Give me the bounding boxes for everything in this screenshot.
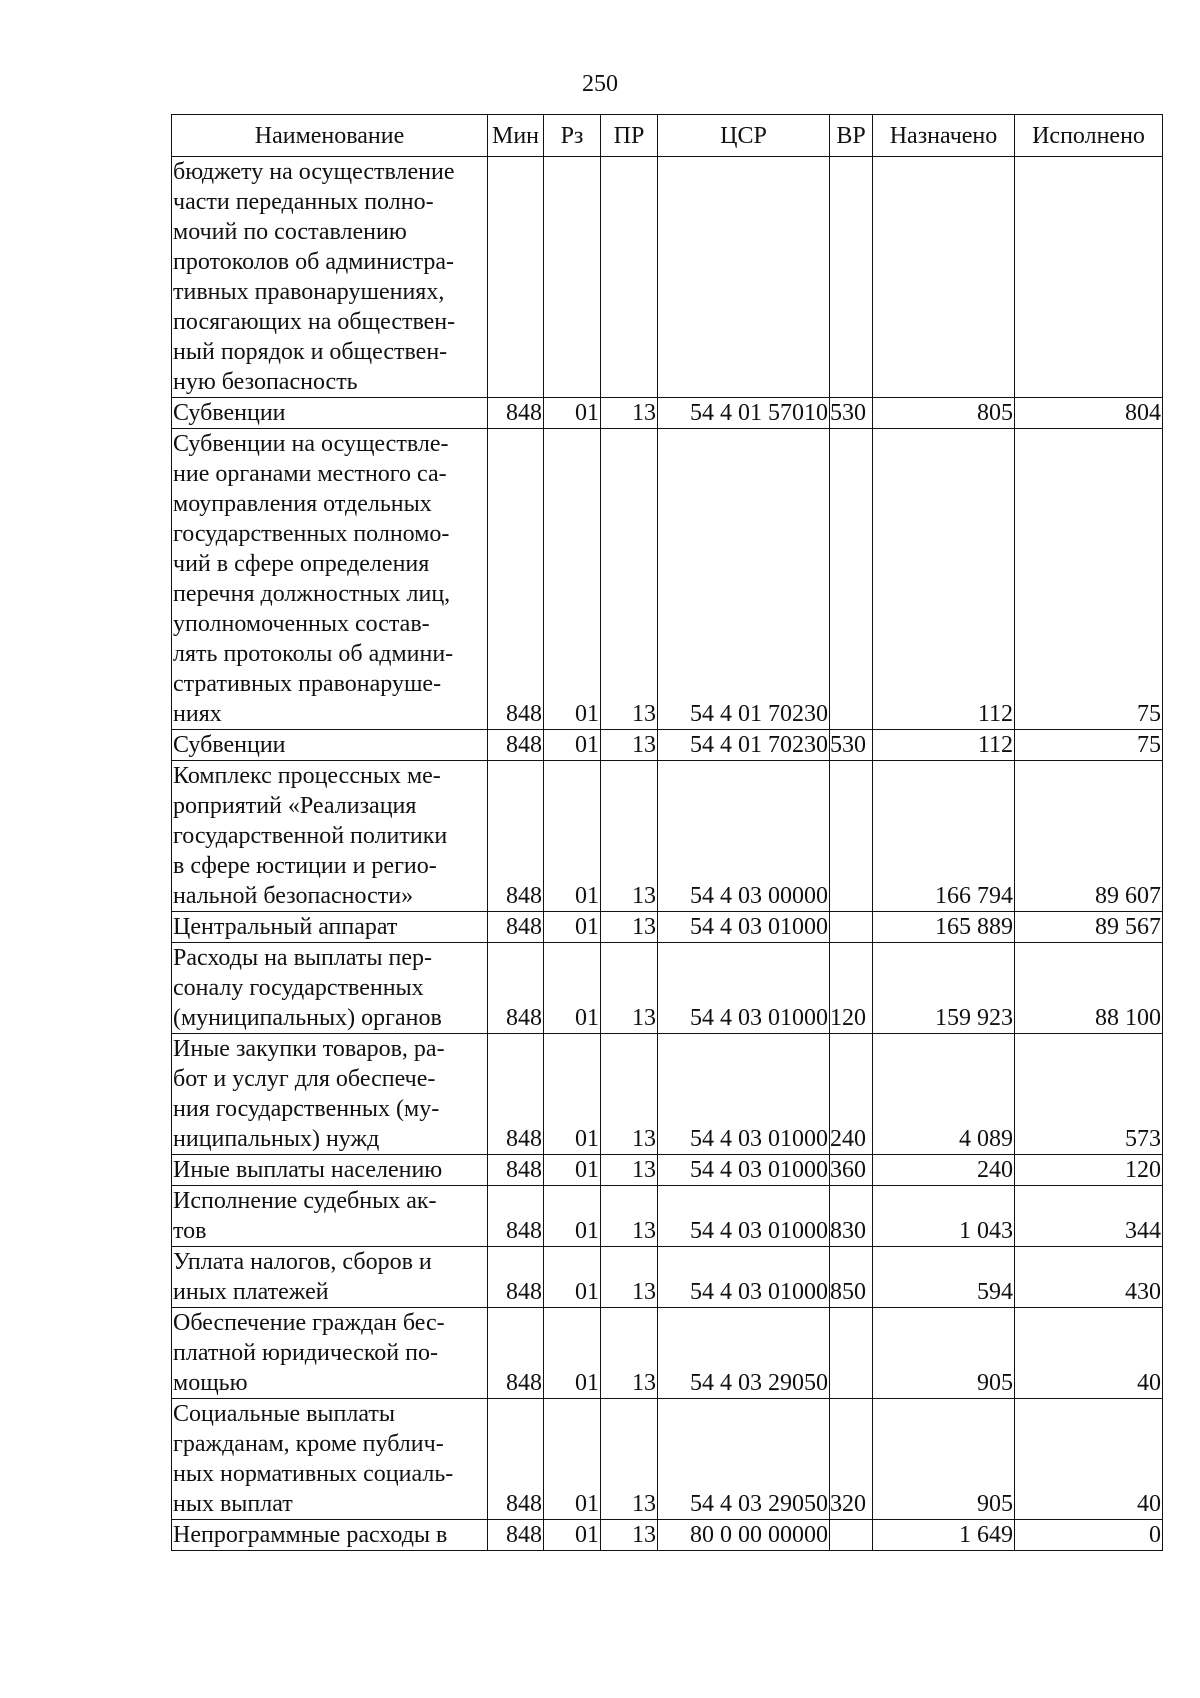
- column-header-executed: Исполнено: [1015, 115, 1163, 157]
- cell-executed: 89 607: [1015, 761, 1163, 912]
- cell-pr: 13: [601, 429, 658, 730]
- cell-pr: 13: [601, 730, 658, 761]
- cell-assigned: 805: [873, 398, 1015, 429]
- cell-csr: 54 4 03 01000: [658, 912, 830, 943]
- cell-assigned: 905: [873, 1308, 1015, 1399]
- cell-assigned: 1 043: [873, 1186, 1015, 1247]
- table-row: [172, 1034, 1163, 1155]
- cell-rz: 01: [544, 761, 601, 912]
- cell-csr: 54 4 03 01000: [658, 1034, 830, 1155]
- column-header-assigned: Назначено: [873, 115, 1015, 157]
- cell-min: 848: [488, 1520, 544, 1551]
- cell-executed: 40: [1015, 1308, 1163, 1399]
- cell-pr: 13: [601, 1308, 658, 1399]
- cell-pr: 13: [601, 761, 658, 912]
- cell-assigned: 1 649: [873, 1520, 1015, 1551]
- cell-min: 848: [488, 730, 544, 761]
- cell-pr: 13: [601, 912, 658, 943]
- table-row: [172, 1399, 1163, 1520]
- column-header-name: Наименование: [172, 115, 488, 157]
- cell-name: Центральный аппарат: [172, 912, 488, 943]
- cell-name: Исполнение судебных ак- тов: [172, 1186, 488, 1247]
- cell-pr: [601, 157, 658, 398]
- table-header-row: [172, 115, 1163, 157]
- table-row: [172, 1247, 1163, 1308]
- cell-csr: 54 4 01 70230: [658, 730, 830, 761]
- cell-name: бюджету на осуществление части переданных полно- мочий по составлению протоколов об администра- тивных правонарушениях, посягающих на обществен- ный порядок и обществен- ную безопасность: [172, 157, 488, 398]
- cell-rz: 01: [544, 1520, 601, 1551]
- column-header-min: Мин: [488, 115, 544, 157]
- cell-name: Субвенции на осуществле- ние органами местного са- моуправления отдельных государственных полномо- чий в сфере определения перечня должностных лиц, уполномоченных состав- лять протоколы об админи- стративных правонаруше- ниях: [172, 429, 488, 730]
- cell-rz: 01: [544, 1034, 601, 1155]
- cell-rz: 01: [544, 398, 601, 429]
- cell-assigned: 112: [873, 429, 1015, 730]
- cell-name: Комплекс процессных ме- роприятий «Реализация государственной политики в сфере юстиции и регио- нальной безопасности»: [172, 761, 488, 912]
- cell-min: 848: [488, 398, 544, 429]
- cell-executed: 120: [1015, 1155, 1163, 1186]
- cell-vr: 240: [830, 1034, 873, 1155]
- cell-pr: 13: [601, 1247, 658, 1308]
- cell-rz: 01: [544, 943, 601, 1034]
- cell-assigned: 4 089: [873, 1034, 1015, 1155]
- cell-name: Социальные выплаты гражданам, кроме публич- ных нормативных социаль- ных выплат: [172, 1399, 488, 1520]
- cell-assigned: 905: [873, 1399, 1015, 1520]
- cell-rz: 01: [544, 1155, 601, 1186]
- cell-csr: 54 4 03 29050: [658, 1308, 830, 1399]
- cell-name: Расходы на выплаты пер- соналу государственных (муниципальных) органов: [172, 943, 488, 1034]
- cell-vr: 530: [830, 398, 873, 429]
- cell-min: 848: [488, 912, 544, 943]
- cell-rz: 01: [544, 1308, 601, 1399]
- cell-rz: 01: [544, 1186, 601, 1247]
- column-header-vr: ВР: [830, 115, 873, 157]
- cell-csr: 54 4 03 00000: [658, 761, 830, 912]
- cell-executed: 804: [1015, 398, 1163, 429]
- cell-name: Уплата налогов, сборов и иных платежей: [172, 1247, 488, 1308]
- cell-assigned: 166 794: [873, 761, 1015, 912]
- column-header-pr: ПР: [601, 115, 658, 157]
- cell-executed: [1015, 157, 1163, 398]
- table-row: [172, 1186, 1163, 1247]
- cell-min: [488, 157, 544, 398]
- cell-assigned: 159 923: [873, 943, 1015, 1034]
- cell-pr: 13: [601, 943, 658, 1034]
- cell-pr: 13: [601, 1155, 658, 1186]
- table-row: [172, 912, 1163, 943]
- cell-vr: [830, 1520, 873, 1551]
- cell-pr: 13: [601, 1034, 658, 1155]
- cell-csr: 54 4 03 29050: [658, 1399, 830, 1520]
- table-row: [172, 730, 1163, 761]
- cell-csr: 54 4 01 70230: [658, 429, 830, 730]
- cell-name: Субвенции: [172, 730, 488, 761]
- budget-table: [171, 114, 1163, 1551]
- cell-vr: [830, 912, 873, 943]
- cell-csr: 80 0 00 00000: [658, 1520, 830, 1551]
- cell-rz: [544, 157, 601, 398]
- cell-min: 848: [488, 1186, 544, 1247]
- cell-min: 848: [488, 943, 544, 1034]
- cell-csr: 54 4 03 01000: [658, 943, 830, 1034]
- cell-executed: 344: [1015, 1186, 1163, 1247]
- cell-executed: 573: [1015, 1034, 1163, 1155]
- cell-csr: 54 4 01 57010: [658, 398, 830, 429]
- cell-assigned: 240: [873, 1155, 1015, 1186]
- cell-assigned: [873, 157, 1015, 398]
- cell-name: Непрограммные расходы в: [172, 1520, 488, 1551]
- cell-rz: 01: [544, 1247, 601, 1308]
- cell-executed: 75: [1015, 429, 1163, 730]
- cell-min: 848: [488, 1155, 544, 1186]
- cell-executed: 0: [1015, 1520, 1163, 1551]
- cell-vr: 120: [830, 943, 873, 1034]
- cell-min: 848: [488, 1399, 544, 1520]
- cell-pr: 13: [601, 1186, 658, 1247]
- cell-vr: 850: [830, 1247, 873, 1308]
- cell-executed: 430: [1015, 1247, 1163, 1308]
- cell-name: Субвенции: [172, 398, 488, 429]
- cell-vr: 320: [830, 1399, 873, 1520]
- table-row: [172, 761, 1163, 912]
- cell-executed: 40: [1015, 1399, 1163, 1520]
- cell-name: Иные выплаты населению: [172, 1155, 488, 1186]
- cell-pr: 13: [601, 1399, 658, 1520]
- cell-vr: 530: [830, 730, 873, 761]
- cell-vr: [830, 1308, 873, 1399]
- table-row: [172, 157, 1163, 398]
- cell-vr: 360: [830, 1155, 873, 1186]
- cell-rz: 01: [544, 912, 601, 943]
- cell-executed: 89 567: [1015, 912, 1163, 943]
- cell-assigned: 594: [873, 1247, 1015, 1308]
- cell-min: 848: [488, 1247, 544, 1308]
- cell-vr: [830, 429, 873, 730]
- cell-vr: [830, 157, 873, 398]
- column-header-rz: Рз: [544, 115, 601, 157]
- cell-assigned: 112: [873, 730, 1015, 761]
- cell-min: 848: [488, 1034, 544, 1155]
- cell-min: 848: [488, 1308, 544, 1399]
- cell-pr: 13: [601, 1520, 658, 1551]
- table-row: [172, 398, 1163, 429]
- cell-pr: 13: [601, 398, 658, 429]
- cell-rz: 01: [544, 730, 601, 761]
- cell-min: 848: [488, 761, 544, 912]
- cell-rz: 01: [544, 429, 601, 730]
- cell-rz: 01: [544, 1399, 601, 1520]
- cell-name: Обеспечение граждан бес- платной юридической по- мощью: [172, 1308, 488, 1399]
- column-header-csr: ЦСР: [658, 115, 830, 157]
- cell-min: 848: [488, 429, 544, 730]
- cell-vr: [830, 761, 873, 912]
- table-row: [172, 943, 1163, 1034]
- cell-csr: 54 4 03 01000: [658, 1247, 830, 1308]
- page-number: 250: [582, 71, 618, 97]
- cell-vr: 830: [830, 1186, 873, 1247]
- table-body: [172, 157, 1163, 1551]
- cell-executed: 88 100: [1015, 943, 1163, 1034]
- table-row: [172, 1155, 1163, 1186]
- cell-assigned: 165 889: [873, 912, 1015, 943]
- cell-name: Иные закупки товаров, ра- бот и услуг для обеспече- ния государственных (му- ниципальных) нужд: [172, 1034, 488, 1155]
- cell-csr: 54 4 03 01000: [658, 1155, 830, 1186]
- table-row: [172, 429, 1163, 730]
- table-row: [172, 1520, 1163, 1551]
- table-row: [172, 1308, 1163, 1399]
- cell-csr: 54 4 03 01000: [658, 1186, 830, 1247]
- cell-csr: [658, 157, 830, 398]
- cell-executed: 75: [1015, 730, 1163, 761]
